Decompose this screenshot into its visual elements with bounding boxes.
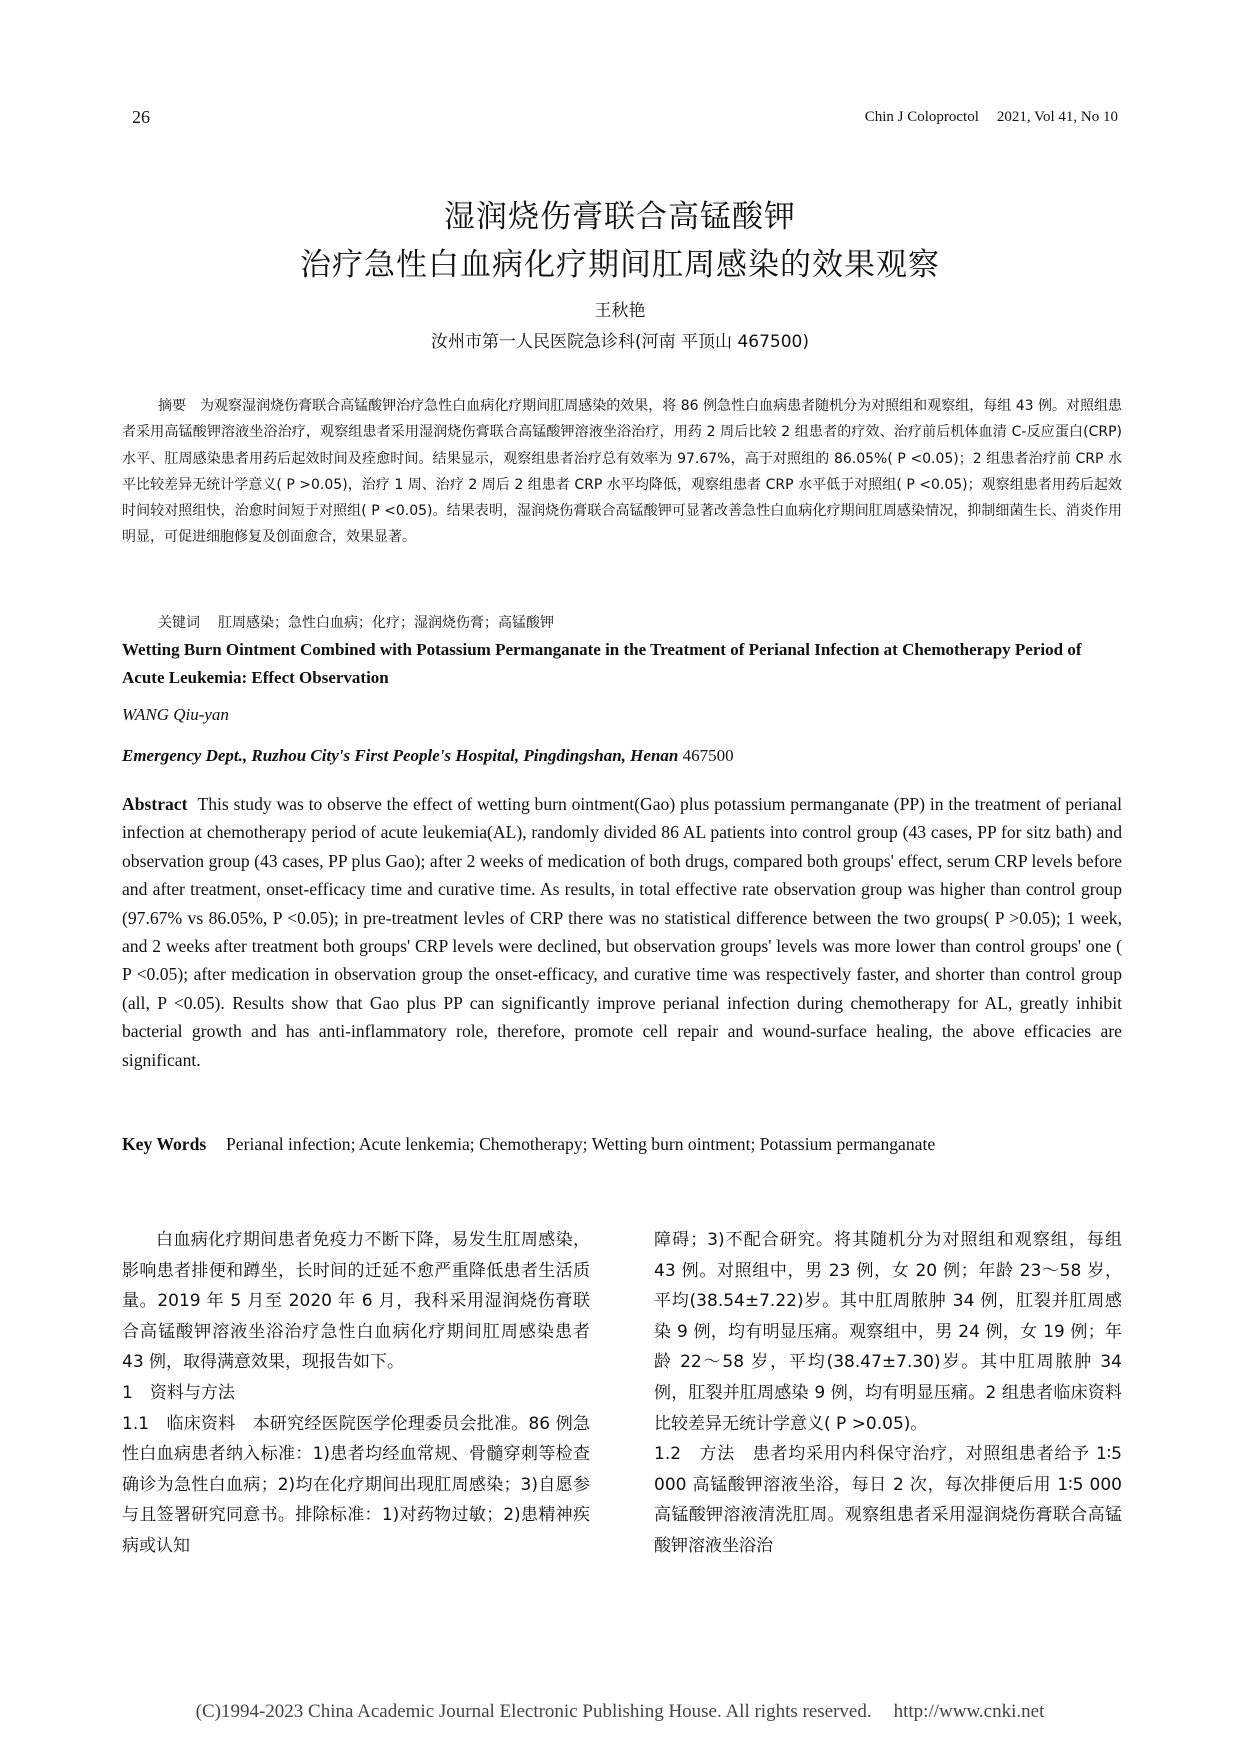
- keywords-en-label: Key Words: [122, 1134, 207, 1154]
- affiliation: 汝州市第一人民医院急诊科(河南 平顶山 467500): [431, 332, 809, 352]
- keywords-cn-text: 肛周感染；急性白血病；化疗；湿润烧伤膏；高锰酸钾: [218, 615, 554, 631]
- copyright-footer: [0, 1701, 1240, 1723]
- intro-paragraph: 白血病化疗期间患者免疫力不断下降，易发生肛周感染，影响患者排便和蹲坐，长时间的迁延不愈严重降低患者生活质量。2019 年 5 月至 2020 年 6 月，我科采用湿润烧伤膏联合高锰酸钾溶液坐浴治疗急性白血病化疗期间肛周感染患者 43 例，取得满意效果，现报告如下。: [122, 1230, 590, 1373]
- journal-name: Chin J Coloproctol: [864, 109, 979, 125]
- journal-volume: 2021, Vol 41, No 10: [996, 109, 1118, 125]
- keywords-cn: [158, 612, 554, 632]
- abstract-en: [122, 790, 1122, 1074]
- subsection-methods: 1.2 方法 患者均采用内科保守治疗，对照组患者给予 1∶5 000 高锰酸钾溶液坐浴，每日 2 次，每次排便后用 1∶5 000 高锰酸钾溶液清洗肛周。观察组患者采用湿润烧伤膏联合高锰酸钾溶液坐浴治: [654, 1444, 1122, 1556]
- author: 王秋艳: [594, 301, 646, 321]
- page-number: 26: [132, 107, 150, 127]
- title-line-1: 湿润烧伤膏联合高锰酸钾: [444, 199, 796, 235]
- footer-url: http://www.cnki.net: [893, 1701, 1045, 1722]
- body-left-column: [122, 1225, 590, 1562]
- copyright-text: (C)1994-2023 China Academic Journal Electronic Publishing House. All rights reserved.: [195, 1701, 872, 1722]
- english-title: Wetting Burn Ointment Combined with Potassium Permanganate in the Treatment of Perianal Infection at Chemotherapy Period of Acute Leukemia: Effect Observation: [122, 640, 1082, 687]
- keywords-cn-label: 关键词: [158, 615, 200, 631]
- abstract-cn: [122, 393, 1122, 551]
- abstract-en-text: This study was to observe the effect of wetting burn ointment(Gao) plus potassium permanganate (PP) in the treatment of perianal infection at chemotherapy period of acute leukemia(AL), randomly divided 86 AL patients into control group (43 cases, PP for sitz bath) and observation group (43 cases, PP plus Gao); after 2 weeks of medication of both drugs, compared both groups' effect, serum CRP levels before and after treatment, onset-efficacy time and curative time. As results, in total effective rate observation group was higher than control group (97.67% vs 86.05%, P <0.05); in pre-treatment levles of CRP there was no statistical difference between the two groups( P >0.05); 1 week, and 2 weeks after treatment both groups' CRP levels were declined, but observation groups' levels was more lower than control groups' one ( P <0.05); after medication in observation group the onset-efficacy, and curative time was respectively faster, and shorter than control group (all, P <0.05). Results show that Gao plus PP can significantly improve perianal infection during chemotherapy for AL, greatly inhibit bacterial growth and has anti-inflammatory role, therefore, promote cell repair and wound-surface healing, the above efficacies are significant.: [122, 794, 1122, 1070]
- keywords-en: [122, 1130, 1122, 1158]
- clinical-data-continued: 障碍；3)不配合研究。将其随机分为对照组和观察组，每组 43 例。对照组中，男 23 例，女 20 例；年龄 23～58 岁，平均(38.54±7.22)岁。其中肛周脓肿 34 例，肛裂并肛周感染 9 例，均有明显压痛。观察组中，男 24 例，女 19 例；年龄 22～58 岁，平均(38.47±7.30)岁。其中肛周脓肿 34 例，肛裂并肛周感染 9 例，均有明显压痛。2 组患者临床资料比较差异无统计学意义( P >0.05)。: [654, 1230, 1122, 1434]
- abstract-cn-text: 为观察湿润烧伤膏联合高锰酸钾治疗急性白血病化疗期间肛周感染的效果，将 86 例急性白血病患者随机分为对照组和观察组，每组 43 例。对照组患者采用高锰酸钾溶液坐浴治疗，观察组患者采用湿润烧伤膏联合高锰酸钾溶液坐浴治疗，用药 2 周后比较 2 组患者的疗效、治疗前后机体血清 C-反应蛋白(CRP)水平、肛周感染患者用药后起效时间及痊愈时间。结果显示，观察组患者治疗总有效率为 97.67%，高于对照组的 86.05%( P <0.05)；2 组患者治疗前 CRP 水平比较差异无统计学意义( P >0.05)，治疗 1 周、治疗 2 周后 2 组患者 CRP 水平均降低，观察组患者 CRP 水平低于对照组( P <0.05)；观察组患者用药后起效时间较对照组快，治愈时间短于对照组( P <0.05)。结果表明，湿润烧伤膏联合高锰酸钾可显著改善急性白血病化疗期间肛周感染情况，抑制细菌生长、消炎作用明显，可促进细胞修复及创面愈合，效果显著。: [122, 398, 1123, 546]
- abstract-cn-label: 摘要: [158, 398, 187, 414]
- english-author: WANG Qiu-yan: [122, 705, 229, 724]
- title-line-2: 治疗急性白血病化疗期间肛周感染的效果观察: [300, 247, 940, 283]
- journal-header: [865, 109, 1118, 126]
- body-right-column: [654, 1225, 1122, 1562]
- english-affiliation-zip: 467500: [682, 746, 734, 765]
- english-affiliation: [122, 746, 734, 766]
- keywords-en-text: Perianal infection; Acute lenkemia; Chemotherapy; Wetting burn ointment; Potassium permanganate: [226, 1134, 936, 1154]
- section-heading-methods: 1 资料与方法: [122, 1382, 235, 1403]
- english-affiliation-text: Emergency Dept., Ruzhou City's First People's Hospital, Pingdingshan, Henan: [122, 746, 679, 765]
- abstract-en-label: Abstract: [122, 794, 188, 814]
- subsection-clinical-data: 1.1 临床资料 本研究经医院医学伦理委员会批准。86 例急性白血病患者纳入标准：1)患者均经血常规、骨髓穿刺等检查确诊为急性白血病；2)均在化疗期间出现肛周感染；3)自愿参与且签署研究同意书。排除标准：1)对药物过敏；2)患精神疾病或认知: [122, 1413, 590, 1556]
